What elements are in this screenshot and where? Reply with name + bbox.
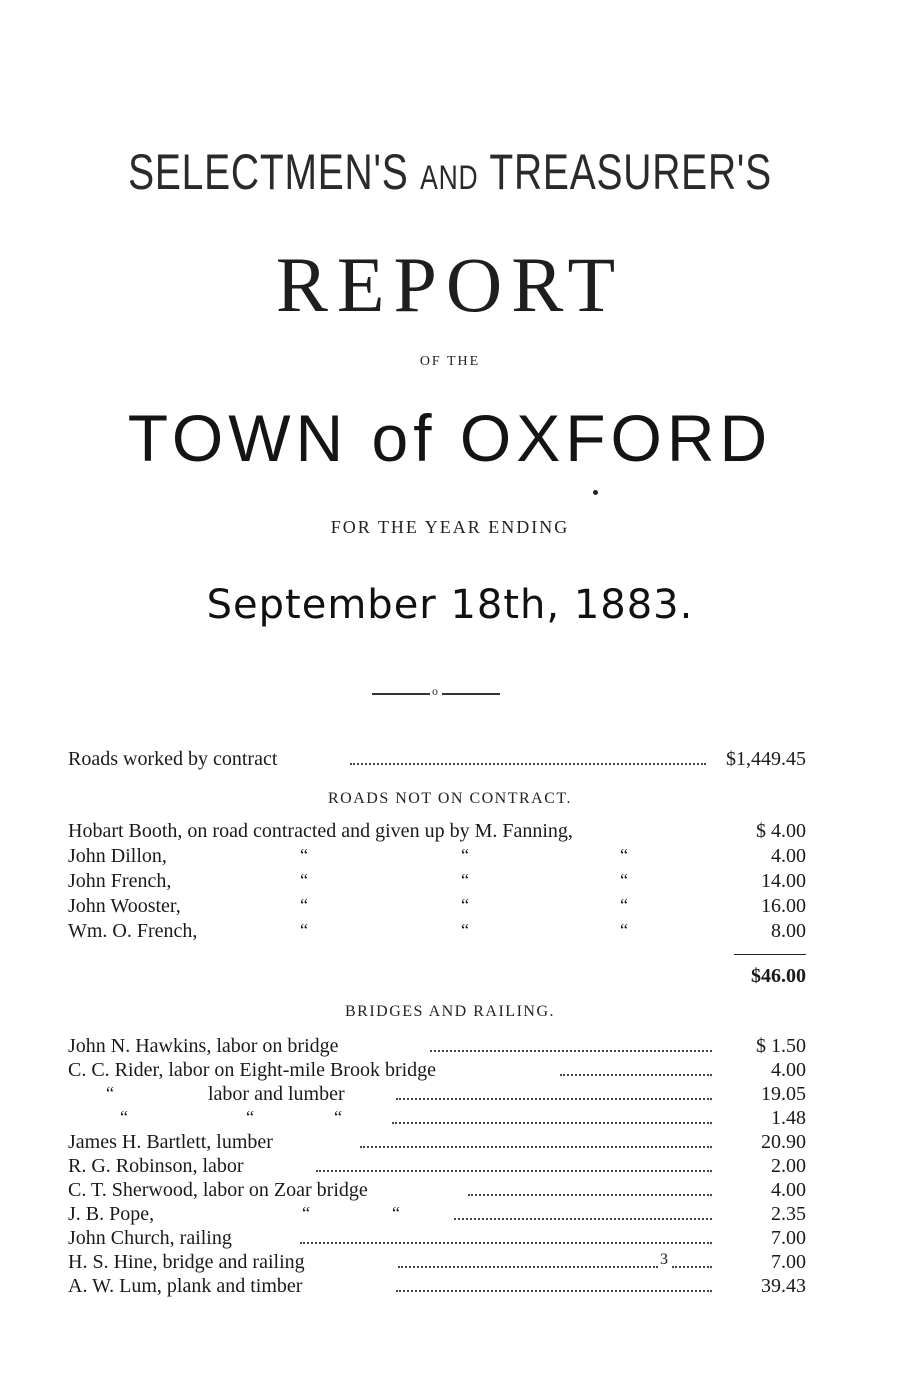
ledger-row <box>68 920 806 944</box>
ditto-mark: “ <box>461 870 469 890</box>
ditto-mark: “ <box>461 920 469 940</box>
heading-and: AND <box>420 159 479 197</box>
ledger-row <box>68 1251 806 1275</box>
ledger-name: John Church, railing <box>68 1227 232 1249</box>
ditto-mark: “ <box>300 895 308 915</box>
ledger-row <box>68 820 806 844</box>
dot-leader <box>350 763 706 765</box>
ledger-amount: 39.43 <box>761 1275 806 1297</box>
dot-leader <box>468 1194 712 1196</box>
ledger-row <box>68 870 806 894</box>
roads-contract-row <box>68 748 806 772</box>
dot-leader <box>316 1170 712 1172</box>
ledger-row <box>68 1179 806 1203</box>
roads-not-on-contract-heading: ROADS NOT ON CONTRACT. <box>328 790 572 807</box>
ledger-name: R. G. Robinson, labor <box>68 1155 244 1177</box>
ledger-row <box>68 1107 806 1131</box>
ornament-center: o <box>432 684 438 698</box>
dot-leader <box>396 1290 712 1292</box>
dot-leader <box>454 1218 712 1220</box>
ledger-name: A. W. Lum, plank and timber <box>68 1275 303 1297</box>
ditto-mark: “ <box>302 1203 310 1223</box>
dot-leader <box>360 1146 712 1148</box>
dot-leader <box>300 1242 712 1244</box>
ledger-name: James H. Bartlett, lumber <box>68 1131 273 1153</box>
roads-contract-label: Roads worked by contract <box>68 748 278 770</box>
dot-leader <box>392 1122 712 1124</box>
ledger-name: Wm. O. French, <box>68 920 198 942</box>
report-date: September 18th, 1883. <box>206 582 694 628</box>
ledger-name: J. B. Pope, <box>68 1203 155 1225</box>
ledger-name: John French, <box>68 870 172 892</box>
ledger-row <box>68 1227 806 1251</box>
ditto-mark: “ <box>334 1107 342 1127</box>
ditto-mark: “ <box>620 895 628 915</box>
ditto-mark: “ <box>461 845 469 865</box>
ledger-name: John Dillon, <box>68 845 167 867</box>
ornament-line-right <box>442 693 500 695</box>
ledger-amount: 1.48 <box>771 1107 806 1129</box>
town-name: TOWN of OXFORD <box>127 401 773 475</box>
ditto-mark: “ <box>461 895 469 915</box>
ledger-name: C. T. Sherwood, labor on Zoar bridge <box>68 1179 368 1201</box>
ledger-amount: 7.00 <box>771 1251 806 1273</box>
ledger-row <box>68 1155 806 1179</box>
ornament-divider <box>372 684 500 700</box>
ledger-amount: 19.05 <box>761 1083 806 1105</box>
ledger-row <box>68 1059 806 1083</box>
roads-total: $46.00 <box>751 965 806 987</box>
ledger-row <box>68 895 806 919</box>
ledger-amount: 14.00 <box>761 870 806 892</box>
heading-treasurers: TREASURER'S <box>478 144 772 200</box>
ditto-mark: “ <box>392 1203 400 1223</box>
ledger-amount: 4.00 <box>771 1179 806 1201</box>
ledger-amount: 4.00 <box>771 1059 806 1081</box>
ditto-mark: “ <box>246 1107 254 1127</box>
ledger-row <box>68 1131 806 1155</box>
report-title: REPORT <box>275 241 625 328</box>
ledger-amount: 7.00 <box>771 1227 806 1249</box>
ledger-name: H. S. Hine, bridge and railing <box>68 1251 305 1273</box>
ditto-mark: “ <box>300 845 308 865</box>
stray-page-mark: 3 <box>660 1251 668 1268</box>
of-the-text: OF THE <box>419 354 481 369</box>
ditto-mark: “ <box>620 870 628 890</box>
ditto-mark: “ <box>120 1107 128 1127</box>
dot-leader <box>560 1074 712 1076</box>
bridges-heading: BRIDGES AND RAILING. <box>345 1003 555 1020</box>
ledger-amount: $ 4.00 <box>756 820 806 842</box>
dot-leader <box>398 1266 658 1268</box>
ledger-row <box>68 1035 806 1059</box>
ledger-amount: 2.35 <box>771 1203 806 1225</box>
ledger-row <box>68 845 806 869</box>
printer-dot <box>593 490 598 495</box>
ditto-mark: “ <box>300 920 308 940</box>
ditto-mark: “ <box>300 870 308 890</box>
ditto-mark: “ <box>106 1083 114 1103</box>
report-heading-line <box>99 143 801 201</box>
ledger-row <box>68 1203 806 1227</box>
ledger-name: John Wooster, <box>68 895 181 917</box>
ledger-row <box>68 1083 806 1107</box>
ledger-amount: 16.00 <box>761 895 806 917</box>
ledger-name: labor and lumber <box>208 1083 345 1105</box>
ledger-amount: 8.00 <box>771 920 806 942</box>
ledger-name: Hobart Booth, on road contracted and given up by M. Fanning, <box>68 820 573 842</box>
ledger-name: C. C. Rider, labor on Eight-mile Brook bridge <box>68 1059 437 1081</box>
dot-leader <box>396 1098 712 1100</box>
roads-contract-amount: $1,449.45 <box>726 748 806 770</box>
ditto-mark: “ <box>620 845 628 865</box>
ledger-amount: $ 1.50 <box>756 1035 806 1057</box>
ledger-amount: 20.90 <box>761 1131 806 1153</box>
heading-selectmens: SELECTMEN'S <box>128 144 421 200</box>
dot-leader <box>430 1050 712 1052</box>
ledger-amount: 2.00 <box>771 1155 806 1177</box>
total-rule <box>734 954 806 955</box>
ditto-mark: “ <box>620 920 628 940</box>
year-ending-text: FOR THE YEAR ENDING <box>330 517 570 537</box>
ledger-row <box>68 1275 806 1299</box>
ledger-amount: 4.00 <box>771 845 806 867</box>
ledger-name: John N. Hawkins, labor on bridge <box>68 1035 339 1057</box>
ornament-line-left <box>372 693 430 695</box>
dot-leader <box>672 1266 712 1268</box>
